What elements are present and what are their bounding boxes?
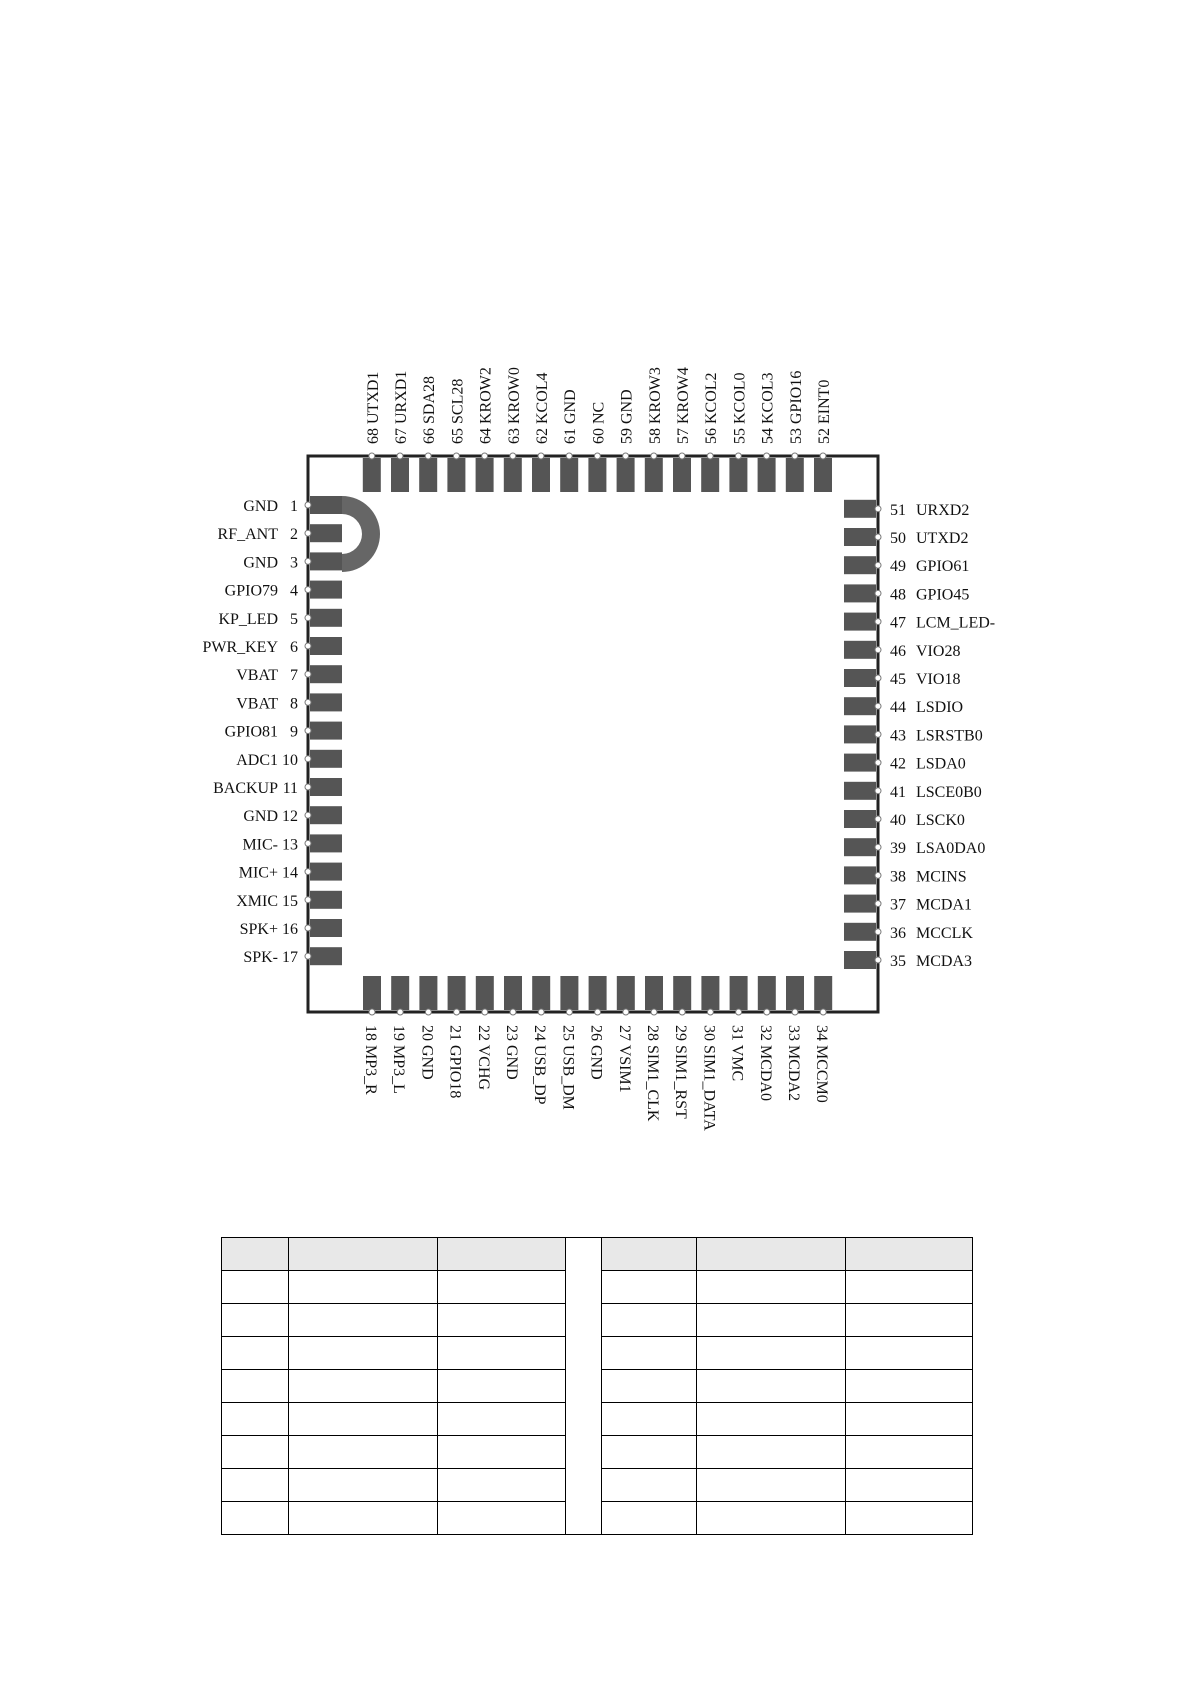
table-cell bbox=[222, 1370, 289, 1403]
pin-number-10: 10 bbox=[282, 751, 298, 769]
pin-pad-63 bbox=[504, 458, 522, 492]
table-cell bbox=[222, 1271, 289, 1304]
pin-pad-8 bbox=[310, 693, 342, 711]
pin-pad-3 bbox=[310, 552, 342, 570]
pin-dot-37 bbox=[875, 901, 881, 907]
pin-label-68: 68 UTXD1 bbox=[364, 371, 382, 444]
table-cell bbox=[438, 1436, 566, 1469]
pin-label-23: 23 GND bbox=[503, 1025, 520, 1080]
pin-pad-56 bbox=[701, 458, 719, 492]
pin-pad-35 bbox=[844, 951, 876, 969]
table-cell bbox=[846, 1238, 973, 1271]
pin-number-13: 13 bbox=[282, 836, 298, 854]
pin-dot-26 bbox=[595, 1009, 601, 1015]
pin-number-2: 2 bbox=[290, 526, 298, 544]
pin-label-8: VBAT bbox=[236, 695, 278, 713]
pin-dot-29 bbox=[679, 1009, 685, 1015]
pin-label-30: 30 SIM1_DATA bbox=[700, 1025, 718, 1131]
pin-number-1: 1 bbox=[290, 498, 298, 515]
pin-pad-4 bbox=[310, 581, 342, 599]
pin-pad-52 bbox=[814, 458, 832, 492]
pin-label-42: LSDA0 bbox=[916, 755, 966, 773]
pin-dot-10 bbox=[305, 756, 311, 762]
pin-number-15: 15 bbox=[282, 892, 298, 910]
pin-dot-21 bbox=[454, 1009, 460, 1015]
table-cell bbox=[846, 1271, 973, 1304]
table-cell bbox=[438, 1304, 566, 1337]
pin-number-45: 45 bbox=[890, 671, 906, 688]
pin-label-10: ADC1 bbox=[236, 751, 278, 769]
pin-dot-8 bbox=[305, 699, 311, 705]
pin-label-28: 28 SIM1_CLK bbox=[644, 1025, 661, 1122]
table-cell bbox=[697, 1370, 846, 1403]
table-cell bbox=[697, 1436, 846, 1469]
pin-label-9: GPIO81 bbox=[224, 723, 278, 741]
table-cell bbox=[289, 1271, 438, 1304]
table-cell bbox=[222, 1436, 289, 1469]
table-cell bbox=[222, 1304, 289, 1337]
pin-dot-48 bbox=[875, 590, 881, 596]
table-cell bbox=[697, 1238, 846, 1271]
pin-pad-32 bbox=[758, 976, 776, 1010]
table-cell bbox=[697, 1337, 846, 1370]
pin-label-57: 57 KROW4 bbox=[675, 367, 692, 444]
table-cell bbox=[289, 1436, 438, 1469]
table-cell bbox=[289, 1304, 438, 1337]
pin-label-53: 53 GPIO16 bbox=[787, 370, 805, 444]
table-cell bbox=[438, 1271, 566, 1304]
pin-label-65: 65 SCL28 bbox=[449, 378, 467, 444]
pin-dot-16 bbox=[305, 925, 311, 931]
table-cell bbox=[602, 1304, 697, 1337]
pin-label-26: 26 GND bbox=[587, 1025, 605, 1080]
pin-dot-63 bbox=[510, 453, 516, 459]
pin-dot-62 bbox=[538, 453, 544, 459]
pin-number-6: 6 bbox=[290, 639, 298, 656]
pin-pad-28 bbox=[645, 976, 663, 1010]
pin-dot-6 bbox=[305, 643, 311, 649]
pin-dot-2 bbox=[305, 530, 311, 536]
table-cell bbox=[697, 1502, 846, 1535]
pin-dot-64 bbox=[482, 453, 488, 459]
pin-pad-26 bbox=[589, 976, 607, 1010]
table-cell bbox=[222, 1238, 289, 1271]
pin-pad-65 bbox=[447, 458, 465, 492]
pin-dot-11 bbox=[305, 784, 311, 790]
pin-pad-15 bbox=[310, 891, 342, 909]
pin-label-49: GPIO61 bbox=[916, 558, 970, 576]
pin-dot-65 bbox=[453, 453, 459, 459]
pin-label-66: 66 SDA28 bbox=[421, 375, 439, 444]
pin-number-44: 44 bbox=[890, 699, 906, 717]
pin-label-19: 19 MP3_L bbox=[390, 1025, 408, 1094]
pin-dot-61 bbox=[566, 453, 572, 459]
pin-number-38: 38 bbox=[890, 868, 906, 886]
pin-dot-67 bbox=[397, 453, 403, 459]
table-cell bbox=[289, 1370, 438, 1403]
pin-label-25: 25 USB_DM bbox=[559, 1025, 577, 1110]
pin-label-58: 58 KROW3 bbox=[646, 367, 664, 444]
pin-label-32: 32 MCDA0 bbox=[756, 1025, 774, 1102]
table-cell bbox=[846, 1436, 973, 1469]
pin-number-5: 5 bbox=[290, 610, 298, 628]
chip-body bbox=[308, 456, 878, 1012]
pin-dot-30 bbox=[707, 1009, 713, 1015]
pin-pad-68 bbox=[363, 458, 381, 492]
pin-label-55: 55 KCOL0 bbox=[731, 372, 749, 444]
pin-number-37: 37 bbox=[890, 896, 906, 914]
pin-label-61: 61 GND bbox=[562, 389, 580, 444]
pin-pad-39 bbox=[844, 838, 876, 856]
pin-label-12: GND bbox=[243, 808, 278, 826]
pin-label-24: 24 USB_DP bbox=[531, 1025, 549, 1105]
pin-number-50: 50 bbox=[890, 530, 906, 547]
pin-number-43: 43 bbox=[890, 727, 906, 745]
pin-label-51: URXD2 bbox=[916, 501, 970, 519]
pin-dot-56 bbox=[707, 453, 713, 459]
pin-dot-50 bbox=[875, 534, 881, 540]
pin-pad-45 bbox=[844, 669, 876, 687]
table-cell bbox=[697, 1469, 846, 1502]
pin-label-62: 62 KCOL4 bbox=[534, 372, 551, 444]
pin-pad-29 bbox=[673, 976, 691, 1010]
pin-pad-46 bbox=[844, 641, 876, 659]
pin-dot-34 bbox=[820, 1009, 826, 1015]
pin-label-34: 34 MCCM0 bbox=[813, 1025, 831, 1103]
table-cell bbox=[602, 1469, 697, 1502]
pin-dot-53 bbox=[792, 453, 798, 459]
pin-number-36: 36 bbox=[890, 924, 906, 942]
table-header-row bbox=[222, 1238, 973, 1271]
table-cell bbox=[289, 1502, 438, 1535]
table-cell bbox=[438, 1469, 566, 1502]
pin-pad-50 bbox=[844, 528, 876, 546]
pin-dot-68 bbox=[369, 453, 375, 459]
pin-number-35: 35 bbox=[890, 953, 906, 970]
pin-pad-2 bbox=[310, 524, 342, 542]
pin-dot-44 bbox=[875, 703, 881, 709]
pin-pad-42 bbox=[844, 754, 876, 772]
pin-label-45: VIO18 bbox=[916, 671, 961, 688]
pin-label-11: BACKUP bbox=[213, 780, 278, 797]
pin-label-18: 18 MP3_R bbox=[362, 1025, 379, 1095]
pin-dot-18 bbox=[369, 1009, 375, 1015]
pin-dot-31 bbox=[736, 1009, 742, 1015]
pin-label-50: UTXD2 bbox=[916, 530, 969, 547]
pin-number-49: 49 bbox=[890, 558, 906, 576]
pin-label-43: LSRSTB0 bbox=[916, 727, 983, 745]
pin-dot-42 bbox=[875, 760, 881, 766]
pin-pad-18 bbox=[363, 976, 381, 1010]
pin-pad-14 bbox=[310, 863, 342, 881]
pin-pad-17 bbox=[310, 947, 342, 965]
table-cell bbox=[697, 1271, 846, 1304]
pin-label-35: MCDA3 bbox=[916, 953, 973, 970]
pin-pad-61 bbox=[560, 458, 578, 492]
pin-label-63: 63 KROW0 bbox=[505, 367, 523, 444]
pin-pad-24 bbox=[532, 976, 550, 1010]
table-cell bbox=[846, 1469, 973, 1502]
table-cell bbox=[289, 1469, 438, 1502]
pin-dot-27 bbox=[623, 1009, 629, 1015]
pin-dot-23 bbox=[510, 1009, 516, 1015]
table-cell bbox=[602, 1403, 697, 1436]
pin-pad-62 bbox=[532, 458, 550, 492]
pin-pad-20 bbox=[419, 976, 437, 1010]
pin-label-15: XMIC bbox=[236, 892, 278, 910]
table-cell bbox=[602, 1502, 697, 1535]
pin-pad-6 bbox=[310, 637, 342, 655]
pin-label-36: MCCLK bbox=[916, 924, 973, 942]
pin-dot-22 bbox=[482, 1009, 488, 1015]
pin-pad-21 bbox=[448, 976, 466, 1010]
table-cell bbox=[602, 1337, 697, 1370]
pin-dot-41 bbox=[875, 788, 881, 794]
pin-label-40: LSCK0 bbox=[916, 812, 965, 829]
pin-number-3: 3 bbox=[290, 554, 298, 572]
pin-label-5: KP_LED bbox=[218, 610, 278, 628]
pin-dot-9 bbox=[305, 728, 311, 734]
pin-label-56: 56 KCOL2 bbox=[703, 372, 721, 444]
pin-label-3: GND bbox=[243, 554, 278, 572]
table-cell bbox=[846, 1337, 973, 1370]
pin-pad-67 bbox=[391, 458, 409, 492]
pin-label-44: LSDIO bbox=[916, 699, 964, 717]
pin-pad-12 bbox=[310, 806, 342, 824]
pin-label-16: SPK+ bbox=[239, 921, 278, 938]
pin-pad-66 bbox=[419, 458, 437, 492]
pin-label-14: MIC+ bbox=[238, 864, 278, 882]
table-cell bbox=[222, 1469, 289, 1502]
pin-dot-40 bbox=[875, 816, 881, 822]
pin-dot-51 bbox=[875, 506, 881, 512]
table-cell bbox=[602, 1370, 697, 1403]
pin-dot-52 bbox=[820, 453, 826, 459]
table-cell bbox=[438, 1238, 566, 1271]
table-cell bbox=[846, 1403, 973, 1436]
pin-pad-33 bbox=[786, 976, 804, 1010]
table-cell bbox=[222, 1403, 289, 1436]
pin-pad-38 bbox=[844, 866, 876, 884]
pin-dot-39 bbox=[875, 844, 881, 850]
pin-dot-17 bbox=[305, 953, 311, 959]
pin-pad-44 bbox=[844, 697, 876, 715]
table-cell bbox=[222, 1337, 289, 1370]
pin-pad-11 bbox=[310, 778, 342, 796]
pin-pad-64 bbox=[476, 458, 494, 492]
pin-number-8: 8 bbox=[290, 695, 298, 713]
pin-pad-19 bbox=[391, 976, 409, 1010]
pin-dot-7 bbox=[305, 671, 311, 677]
pin-dot-54 bbox=[764, 453, 770, 459]
pin-label-39: LSA0DA0 bbox=[916, 840, 986, 858]
pin-label-60: 60 NC bbox=[590, 401, 608, 444]
pin-label-41: LSCE0B0 bbox=[916, 783, 982, 801]
pin-number-39: 39 bbox=[890, 840, 906, 858]
pin-number-40: 40 bbox=[890, 812, 906, 829]
pin-label-67: 67 URXD1 bbox=[393, 370, 410, 444]
pin-dot-55 bbox=[735, 453, 741, 459]
pin-dot-38 bbox=[875, 872, 881, 878]
pin-dot-33 bbox=[792, 1009, 798, 1015]
table-cell bbox=[438, 1337, 566, 1370]
table-cell bbox=[846, 1370, 973, 1403]
pin-label-37: MCDA1 bbox=[916, 896, 973, 914]
pin-pad-7 bbox=[310, 665, 342, 683]
table-cell bbox=[697, 1403, 846, 1436]
pin-pad-60 bbox=[588, 458, 606, 492]
pin-pad-48 bbox=[844, 584, 876, 602]
pin-label-38: MCINS bbox=[916, 868, 967, 886]
pin-number-14: 14 bbox=[282, 864, 298, 882]
pin-pad-59 bbox=[617, 458, 635, 492]
pin-pad-40 bbox=[844, 810, 876, 828]
pin-label-47: LCM_LED- bbox=[916, 614, 996, 632]
pin-label-2: RF_ANT bbox=[217, 526, 278, 544]
pin-pad-43 bbox=[844, 725, 876, 743]
pin-dot-57 bbox=[679, 453, 685, 459]
pin-pad-13 bbox=[310, 834, 342, 852]
pin-dot-28 bbox=[651, 1009, 657, 1015]
pin-dot-45 bbox=[875, 675, 881, 681]
pin-dot-13 bbox=[305, 840, 311, 846]
table-cell bbox=[438, 1502, 566, 1535]
pin-dot-66 bbox=[425, 453, 431, 459]
pin-dot-24 bbox=[538, 1009, 544, 1015]
pin-number-47: 47 bbox=[890, 614, 906, 632]
pin-number-12: 12 bbox=[282, 808, 298, 826]
pin-number-51: 51 bbox=[890, 501, 906, 519]
pin-label-46: VIO28 bbox=[916, 642, 961, 660]
pin-dot-14 bbox=[305, 869, 311, 875]
pin-label-54: 54 KCOL3 bbox=[759, 372, 777, 444]
pin-dot-49 bbox=[875, 562, 881, 568]
pin-label-29: 29 SIM1_RST bbox=[672, 1025, 690, 1119]
pin-pad-31 bbox=[730, 976, 748, 1010]
pin-dot-46 bbox=[875, 647, 881, 653]
pin-pad-5 bbox=[310, 609, 342, 627]
table-cell bbox=[697, 1304, 846, 1337]
pin-dot-5 bbox=[305, 615, 311, 621]
pin-dot-60 bbox=[594, 453, 600, 459]
pin-number-41: 41 bbox=[890, 783, 906, 801]
table-cell bbox=[602, 1271, 697, 1304]
pin-label-33: 33 MCDA2 bbox=[785, 1025, 802, 1102]
table-cell bbox=[602, 1238, 697, 1271]
pin-pad-55 bbox=[729, 458, 747, 492]
pin-pad-49 bbox=[844, 556, 876, 574]
pin-label-13: MIC- bbox=[242, 836, 278, 854]
pin-dot-36 bbox=[875, 929, 881, 935]
table-cell bbox=[846, 1502, 973, 1535]
pin-dot-4 bbox=[305, 587, 311, 593]
pin-dot-1 bbox=[305, 502, 311, 508]
pin-number-9: 9 bbox=[290, 723, 298, 741]
pin-pad-22 bbox=[476, 976, 494, 1010]
pin-pad-30 bbox=[701, 976, 719, 1010]
pin-label-7: VBAT bbox=[236, 667, 278, 685]
pin-label-22: 22 VCHG bbox=[474, 1025, 492, 1091]
pin-dot-35 bbox=[875, 957, 881, 963]
table-cell bbox=[602, 1436, 697, 1469]
pin-dot-47 bbox=[875, 619, 881, 625]
pin-pad-51 bbox=[844, 500, 876, 518]
pin-pad-58 bbox=[645, 458, 663, 492]
table-cell bbox=[289, 1337, 438, 1370]
pin-number-7: 7 bbox=[290, 667, 298, 685]
pin-number-4: 4 bbox=[290, 582, 298, 600]
pin-number-46: 46 bbox=[890, 642, 906, 660]
pin-dot-43 bbox=[875, 731, 881, 737]
pin-dot-19 bbox=[397, 1009, 403, 1015]
pin-number-48: 48 bbox=[890, 586, 906, 604]
pin-dot-59 bbox=[623, 453, 629, 459]
pin-dot-25 bbox=[566, 1009, 572, 1015]
pin-pad-9 bbox=[310, 722, 342, 740]
pin-pad-10 bbox=[310, 750, 342, 768]
pin-label-21: 21 GPIO18 bbox=[446, 1025, 464, 1099]
pin-dot-58 bbox=[651, 453, 657, 459]
pin-pad-27 bbox=[617, 976, 635, 1010]
pin-dot-3 bbox=[305, 558, 311, 564]
pin-label-27: 27 VSIM1 bbox=[615, 1025, 633, 1093]
pin-label-59: 59 GND bbox=[618, 389, 636, 444]
pin-dot-12 bbox=[305, 812, 311, 818]
pin-label-6: PWR_KEY bbox=[202, 639, 278, 656]
pin-label-4: GPIO79 bbox=[224, 582, 278, 600]
pin-pad-23 bbox=[504, 976, 522, 1010]
pin-pad-47 bbox=[844, 613, 876, 631]
pin-pad-34 bbox=[814, 976, 832, 1010]
pin-label-1: GND bbox=[243, 498, 278, 515]
pin-pad-57 bbox=[673, 458, 691, 492]
pin-dot-15 bbox=[305, 897, 311, 903]
pin-pad-54 bbox=[758, 458, 776, 492]
pin-pad-41 bbox=[844, 782, 876, 800]
pin-dot-20 bbox=[425, 1009, 431, 1015]
pin-number-42: 42 bbox=[890, 755, 906, 773]
pin-pad-36 bbox=[844, 923, 876, 941]
pin-pad-25 bbox=[560, 976, 578, 1010]
table-cell bbox=[438, 1403, 566, 1436]
pin-dot-32 bbox=[764, 1009, 770, 1015]
pin-pad-16 bbox=[310, 919, 342, 937]
pin-label-17: SPK- bbox=[243, 949, 278, 967]
pin-label-31: 31 VMC bbox=[728, 1025, 746, 1082]
table-cell bbox=[289, 1238, 438, 1271]
table-cell bbox=[289, 1403, 438, 1436]
pin-label-64: 64 KROW2 bbox=[477, 367, 495, 444]
pin-number-16: 16 bbox=[282, 921, 298, 938]
pin-label-48: GPIO45 bbox=[916, 586, 970, 604]
pin-label-52: 52 EINT0 bbox=[816, 379, 833, 444]
pin-pad-1 bbox=[310, 496, 342, 514]
pin-pad-53 bbox=[786, 458, 804, 492]
pin-table bbox=[221, 1237, 973, 1535]
table-gap bbox=[566, 1238, 602, 1535]
pin-number-11: 11 bbox=[282, 780, 298, 797]
pin-number-17: 17 bbox=[282, 949, 298, 967]
table-cell bbox=[222, 1502, 289, 1535]
table-cell bbox=[846, 1304, 973, 1337]
table-cell bbox=[438, 1370, 566, 1403]
pin-label-20: 20 GND bbox=[418, 1025, 436, 1080]
pin-pad-37 bbox=[844, 895, 876, 913]
